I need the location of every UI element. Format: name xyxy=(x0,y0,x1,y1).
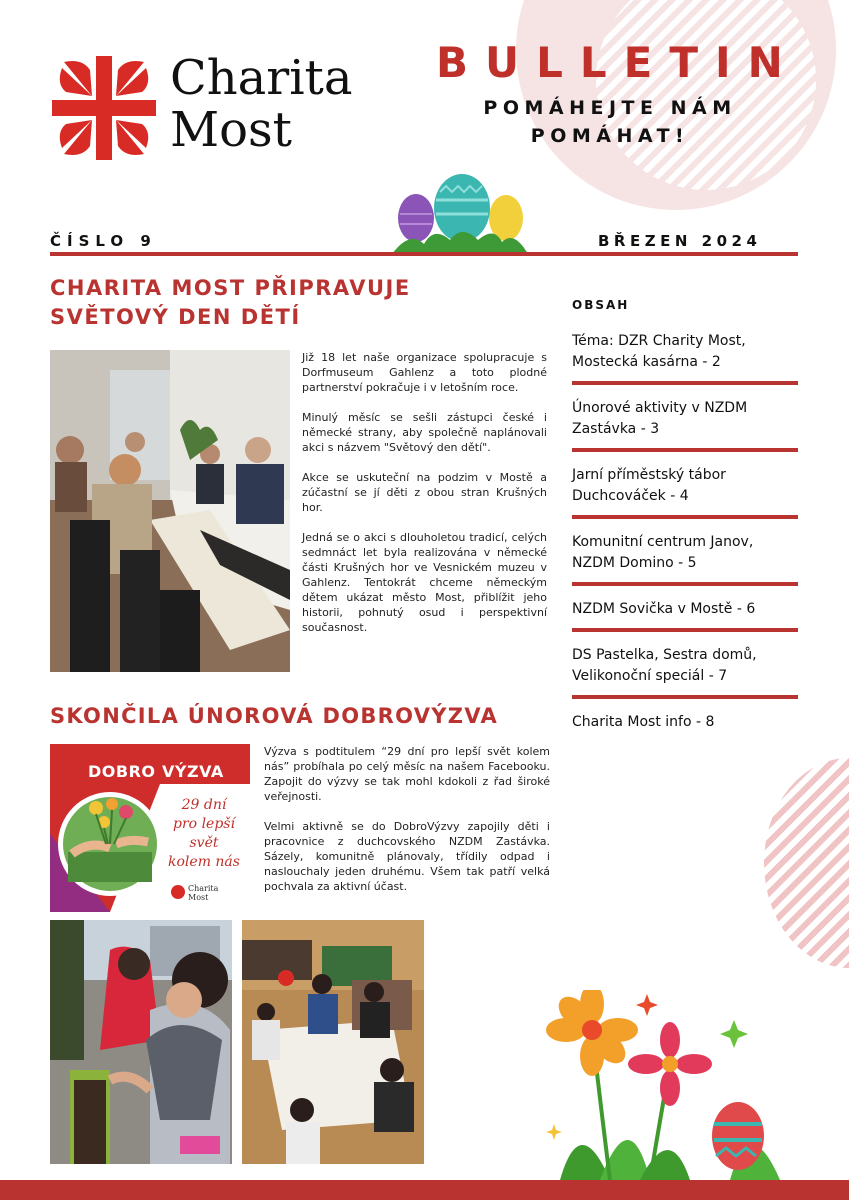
striped-side-decoration xyxy=(764,758,849,968)
poster-word-vyzva: VÝZVA xyxy=(162,762,224,781)
article2-paragraph: Výzva s podtitulem “29 dní pro lepší svět kolem nás” probíhala po celý měsíc na našem Facebooku. Zapojit do výzvy se tak mohl kdokoli z řad široké veřejnosti. xyxy=(264,745,550,803)
toc-item[interactable]: Komunitní centrum Janov, NZDM Domino - 5 xyxy=(572,534,754,571)
poster-tagline-line3: kolem nás xyxy=(168,854,240,870)
toc-item[interactable]: Únorové aktivity v NZDM Zastávka - 3 xyxy=(572,400,748,437)
children-room-photo xyxy=(242,920,424,1164)
toc-heading: OBSAH xyxy=(572,298,630,312)
toc-divider xyxy=(572,695,798,699)
poster-word-dobro: DOBRO xyxy=(88,762,156,781)
article2-title: SKONČILA ÚNOROVÁ DOBROVÝZVA xyxy=(50,704,498,728)
article1-paragraph: Jedná se o akci s dlouholetou tradicí, celých sedmnáct let byla realizována v německé části Krušných hor ve Vesnickém muzeu v Gahlenz. Tentokrát chceme německým dětem ukázat město Most, přiblížit jeho historii, pohnutý osud i perspektivní současnost. xyxy=(302,531,547,634)
poster-tagline-line1: 29 dní xyxy=(181,797,227,813)
poster-logo-text xyxy=(188,884,218,902)
article2-body xyxy=(264,744,550,909)
header-divider xyxy=(50,252,798,256)
easter-eggs-icon xyxy=(390,170,530,254)
charita-cross-logo-icon xyxy=(52,56,156,160)
toc-divider xyxy=(572,582,798,586)
logo-text-line2: Most xyxy=(170,102,292,158)
toc-item[interactable]: NZDM Sovička v Mostě - 6 xyxy=(572,601,756,617)
article1-paragraph: Akce se uskuteční na podzim v Mostě a zúčastní se jí děti z obou stran Krušných hor. xyxy=(302,471,547,514)
poster-tagline xyxy=(160,796,248,872)
poster-logo-line2: Most xyxy=(188,893,209,902)
issue-date: BŘEZEN 2024 xyxy=(598,232,762,250)
toc-divider xyxy=(572,448,798,452)
toc-item[interactable]: Charita Most info - 8 xyxy=(572,714,715,730)
poster-logo-line1: Charita xyxy=(188,884,219,893)
meeting-photo xyxy=(50,350,290,672)
dobrovyzva-poster xyxy=(50,744,250,912)
article2-paragraph: Velmi aktivně se do DobroVýzvy zapojily děti i pracovnice z duchcovského NZDM Zastávka. Sázely, komunitně plánovaly, třídily odpad i naslouchaly jeden druhému. Všem tak patří velká pochvala za aktivní účast. xyxy=(264,820,550,893)
article1-paragraph: Minulý měsíc se sešli zástupci české i německé strany, aby společně naplánovali akci s názvem "Světový den dětí". xyxy=(302,411,547,454)
toc-divider xyxy=(572,515,798,519)
issue-number: ČÍSLO 9 xyxy=(50,232,157,250)
toc-item[interactable]: DS Pastelka, Sestra domů, Velikonoční speciál - 7 xyxy=(572,647,757,684)
children-planting-photo xyxy=(50,920,232,1164)
logo-wordmark xyxy=(170,52,352,156)
footer-bar xyxy=(0,1180,849,1200)
article1-title: CHARITA MOST PŘIPRAVUJE SVĚTOVÝ DEN DĚTÍ xyxy=(50,276,411,329)
bulletin-title: BULLETIN xyxy=(436,38,800,87)
bulletin-subtitle: POMÁHEJTE NÁM POMÁHAT! xyxy=(483,97,737,147)
toc-divider xyxy=(572,381,798,385)
toc-divider xyxy=(572,628,798,632)
spring-flowers-icon xyxy=(540,990,790,1180)
toc-item[interactable]: Téma: DZR Charity Most, Mostecká kasárna - 2 xyxy=(572,333,746,370)
article1-paragraph: Již 18 let naše organizace spolupracuje s Dorfmuseum Gahlenz a toto plodné partnerství pokračuje i v letošním roce. xyxy=(302,351,547,394)
article1-body xyxy=(302,350,547,650)
table-of-contents xyxy=(572,328,798,741)
logo-text-line1: Charita xyxy=(170,50,353,106)
toc-item[interactable]: Jarní příměstský tábor Duchcováček - 4 xyxy=(572,467,726,504)
poster-tagline-line2: pro lepší svět xyxy=(173,816,235,851)
